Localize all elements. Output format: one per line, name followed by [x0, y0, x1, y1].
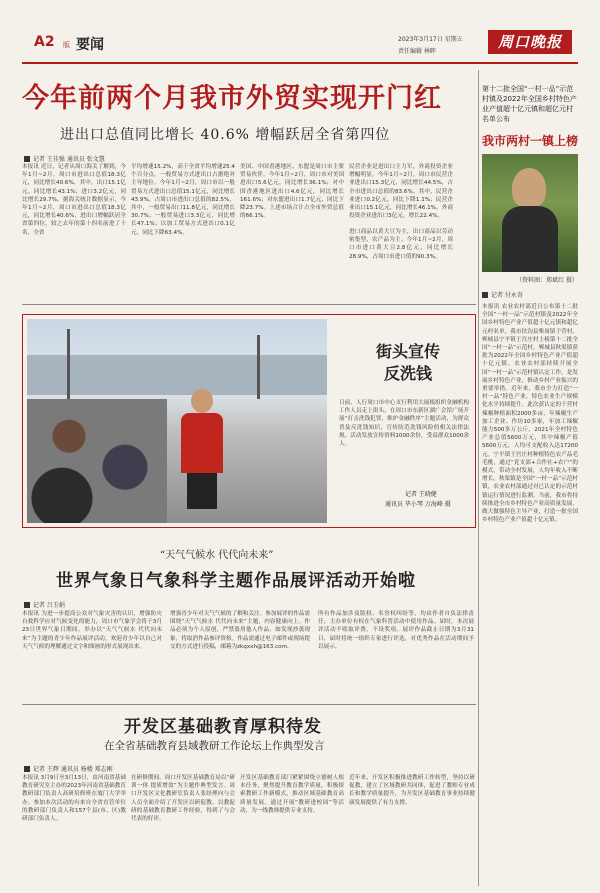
education-column: 本报讯 3月9日至3月13日，由河南省基础教育研究室主办的2023年河南省基础教育教研部门负责人高研培修班在厦门大学举办。参加本次活动的有来自全省直管单位的教研部门负责人和157个县(市、区)教研部门负责人。: [22, 775, 126, 823]
education-column: 开发区基础教育部门紧紧围绕立德树人根本任务，聚焦提升教育教学质量，积极探索教研工作新模式，推动区域基础教育高质量发展。通过开展“教研进校园”等活动，为一线教师提供专业支持。: [240, 775, 344, 814]
photo-story-byline: 记者 王晓健: [405, 491, 437, 498]
weather-column: 本报讯 为进一步提高公众对气象灾害的认识，增强防灾自救科学应对气候变化的能力，周口市气象学会将于3月23日世界气象日期间，举办以“天气气候水 代代向未来”为主题的青少年作品展评活动，欢迎青少年以自己对天气气候的理解通过文字和图画的形式展现出来。: [22, 611, 162, 650]
header-rule: [22, 62, 578, 64]
page-number: A2: [34, 34, 55, 50]
photo-story-box: [22, 314, 476, 528]
education-column: 近年来，开发区积极推进教研工作转型，坚持以研促教，建立了区域教研共同体，促进了教师专业成长和教学质量提升，为开发区基础教育事业持续健康发展提供了有力支撑。: [349, 775, 475, 806]
right-byline: 记者 付永奇: [482, 290, 578, 299]
weather-column: 增强青少年对天气气候的了解和关注。参加展评的作品需围绕“天气气候水 代代向未来”主题，内容健康向上。作品必须为个人原创，严禁盗用他人作品。如发现抄袭现象，将取消作品参评资格。作品需通过电子邮件或现场提交的方式进行投稿，邮箱为zkqxxh@163.com。: [170, 611, 310, 650]
education-subtitle: 在全省基础教育县域教研工作论坛上作典型发言: [104, 740, 325, 752]
section-name: 要闻: [76, 37, 104, 53]
page-suffix: 版: [63, 41, 70, 49]
photo-caption: （资料图：郑斌红 摄）: [516, 277, 578, 284]
education-column: 在研修期间，周口开发区基础教育局以“研训一体 提质增效”为主题作典型发言。周口开发区文化教研室负责人张经理向与会人员全面介绍了开发区以研促教、以教促研的基础教育教研工作经验，得到了与会代表的好评。: [131, 775, 235, 823]
education-byline: 记者 王辉 通讯员 杨楼 郑志刚: [24, 764, 113, 773]
weather-kicker: “天气气候水 代代向未来”: [160, 550, 274, 561]
newspaper-logo: 周口晚报: [488, 30, 572, 54]
photo-figure-body: [502, 206, 558, 272]
photo-volunteer: [177, 389, 227, 509]
right-body: 本报讯 农业农村部近日公布第十二批全国“一村一品”示范村镇及2022年全国乡村特色产业产值超十亿元镇和超亿元村名单，我市扶沟县柴岗镇于营村、郸城县宁平镇王宫庄村上榜第十二批全国“一村一品”示范村，郸城县秋渠镇获批为2022年全国乡村特色产业产值超十亿元镇。农业农村部持续开展全国“一村一品”示范村镇认定工作，是发展乡村特色产业，推动乡村产业振兴的重要举措。近年来，我市全力打造“一村一品”特色产业，特色农业生产规模化水平持续提升。此次获认定的于营村辣椒种植面积2000多亩，年辣椒生产加工企业、作坊10多家，年加工辣椒能力500多万公斤，2021年全村特色产业总值5600万元，其中辣椒产值5600万元，人均可支配收入达17200元。宁平镇王宫庄村种植特色农产品毛毛桃，通过“党支部+合作社+农户”的模式，带动全村发展，人均年收入不断增长。秋渠镇是全国“一村一品”示范村镇，农业农村部通过对已认定的示范村镇运行情况进行监测。当前，我市将持续推进全市乡村特色产业高质量发展，做大做强特色主导产业，打造一批全国乡村特色产业产值超十亿元镇。: [482, 304, 578, 524]
photo-story-title: 街头宣传 反洗钱: [375, 342, 440, 383]
byline-marker-icon: [482, 292, 488, 298]
right-title: 我市两村一镇上榜: [482, 134, 579, 148]
section-divider: [22, 704, 476, 705]
column-divider: [478, 70, 479, 886]
right-kicker: 第十二批全国“一村一品”示范村镇及2022年全国乡村特色产业产值超十亿元镇和超亿元村名单公布: [482, 85, 577, 123]
weather-byline: 记者 吕玉娟: [24, 600, 65, 609]
lead-column: 平均增速15.2%，高于全省平均增速25.4个百分点。一般贸易方式进出口占据绝对主导地位。今年1月~2月，周口市以一般贸易方式进出口总值15.1亿元，同比增长43.9%，占周口市进出口总值的82.5%，其中，一般贸易出口11.8亿元，同比增长30.7%；一般贸易进口3.3亿元，同比增长47.1%；以加工贸易方式进出口0.1亿元，同比下降63.4%。: [131, 164, 235, 236]
weather-title: 世界气象日气象科学主题作品展评活动开始啦: [56, 571, 416, 591]
photo-story-credit: 通讯员 毕小琴 万海峰 摄: [385, 501, 451, 508]
section-divider: [22, 304, 476, 305]
right-column-article: [482, 66, 578, 886]
street-campaign-photo: [27, 319, 327, 523]
photo-story-text: 日前，人行周口市中心支行利用大展板组织金融机构工作人员走上街头，在周口市东新区湖广会馆广场开展“打击洗钱犯罪，维护金融秩序”主题活动，为群众普及反洗钱知识，宣传防范洗钱风险的相关法律法规。活动发放宣传资料1000余份，受益群众1000余人。: [339, 400, 469, 448]
editor-credit: 责任编辑 林晖: [398, 48, 436, 55]
lead-headline: 今年前两个月我市外贸实现开门红: [22, 83, 442, 114]
lead-subhead: 进出口总值同比增长 40.6% 增幅跃居全省第四位: [60, 127, 391, 143]
lead-byline: 记者 王佳强 通讯员 张文慧: [24, 154, 105, 163]
byline-marker-icon: [24, 156, 30, 162]
photo-figure-head: [512, 168, 546, 208]
photo-crowd: [27, 399, 167, 523]
masthead: [0, 0, 600, 60]
photo-lamp: [257, 335, 260, 399]
byline-marker-icon: [24, 766, 30, 772]
byline-marker-icon: [24, 602, 30, 608]
weather-column: 所有作品加涉及版权、名誉权纠纷等，均由作者自负法律责任。主办单位有权在气象科普活动中使用作品。届时，本次展评活动不收取评费，不设奖项。展评作品截止日期为3月31日，届时将统一组织专家进行评选，对优秀作品在活动期间予以展示。: [318, 611, 474, 650]
education-title: 开发区基础教育厚积待发: [124, 717, 322, 737]
farmer-photo: [482, 154, 578, 272]
photo-lamp: [67, 329, 70, 399]
issue-date: 2023年3月17日 星期五: [398, 36, 463, 43]
lead-column: 本报讯 近日，记者从周口海关了解到，今年1月~2月，周口市进出口总值18.3亿元，同比增长40.6%，其中，出口15.1亿元，同比增长43.1%；进口3.2亿元，同比增长29.7%。据海关统计数据显示，今年1月~2月，周口市进出口总值18.3亿元，同比增长40.6%，进出口增幅跃居全省第四位，较之去年的第十四名前进了十名，全省: [22, 164, 126, 236]
lead-column: 美国、中国香港地区、东盟是周口市主要贸易伙伴。今年1月~2月，周口市对美国进出口5.6亿元，同比增长36.1%；对中国香港地区进出口4.6亿元，同比增长161.6%；对东盟进出口1.7亿元，同比下降23.7%。上述市场合计占全市外贸总值的66.1%。: [240, 164, 344, 220]
lead-column: 民营企业是进出口主力军，外商投资企业增幅明显。今年1月~2月，周口市民营企业进出口15.3亿元，同比增长44.5%，占全市进出口总值的83.6%。其中，民营企业进口0.2亿元，同比下降1.1%；民营企业出口15.1亿元，同比增长46.1%。外商投资企业进出口3亿元，增长22.4%。: [349, 164, 453, 220]
lead-column: 进口商品以黄大豆为主，出口商品以劳动密集型、农产品为主。今年1月~2月，周口市进口黄大豆2.8亿元，同比增长28.9%，占周口市进口值的90.3%。: [349, 229, 453, 260]
